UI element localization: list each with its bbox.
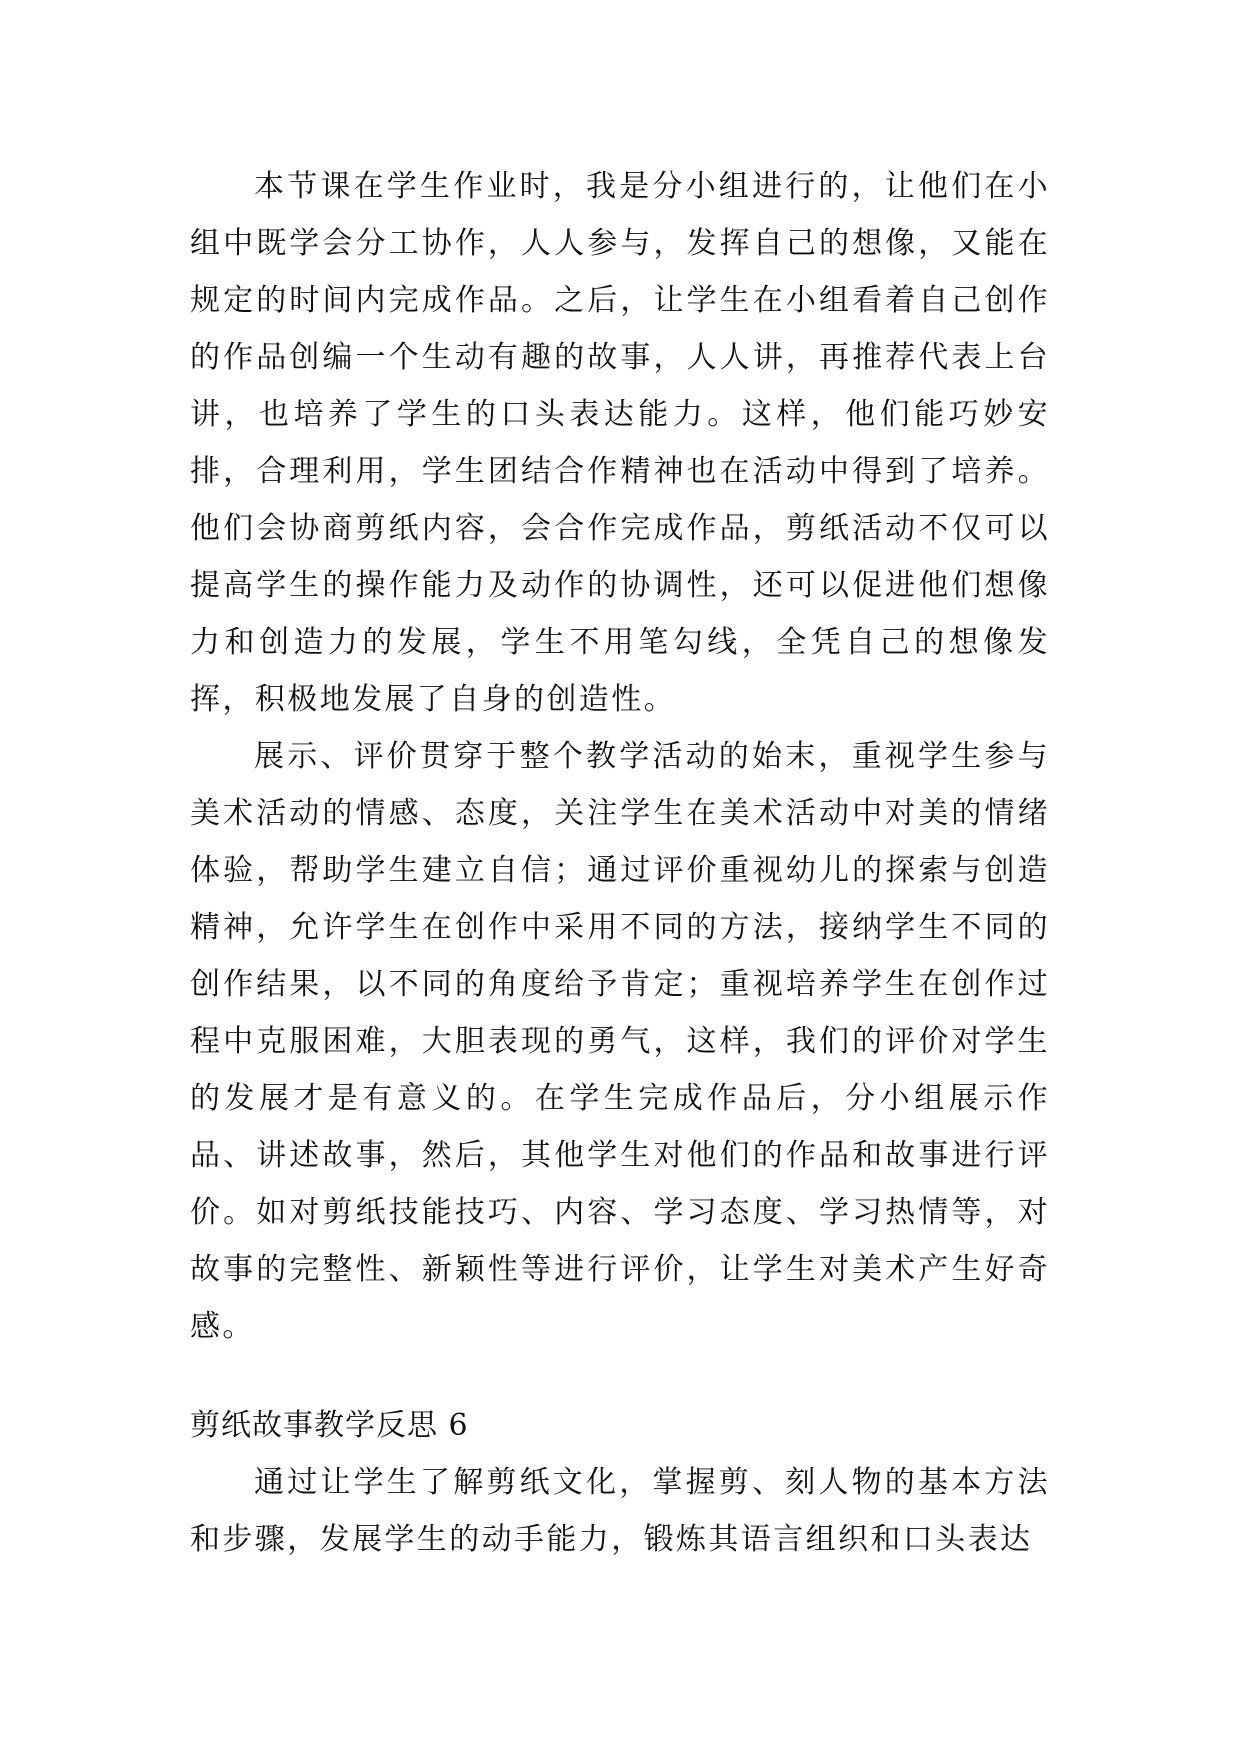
body-paragraph-2: 展示、评价贯穿于整个教学活动的始末，重视学生参与美术活动的情感、态度，关注学生在美术活动中对美的情绪体验，帮助学生建立自信；通过评价重视幼儿的探索与创造精神，允许学生在创作中采用不同的方法，接纳学生不同的创作结果，以不同的角度给予肯定；重视培养学生在创作过程中克服困难，大胆表现的勇气，这样，我们的评价对学生的发展才是有意义的。在学生完成作品后，分小组展示作品、讲述故事，然后，其他学生对他们的作品和故事进行评价。如对剪纸技能技巧、内容、学习态度、学习热情等，对故事的完整性、新颖性等进行评价，让学生对美术产生好奇感。 bbox=[190, 739, 1050, 1344]
section-heading: 剪纸故事教学反思 6 bbox=[190, 1408, 469, 1443]
body-paragraph-1: 本节课在学生作业时，我是分小组进行的，让他们在小组中既学会分工协作，人人参与，发挥自己的想像，又能在规定的时间内完成作品。之后，让学生在小组看着自己创作的作品创编一个生动有趣的故事，人人讲，再推荐代表上台讲，也培养了学生的口头表达能力。这样，他们能巧妙安排，合理利用，学生团结合作精神也在活动中得到了培养。他们会协商剪纸内容，会合作完成作品，剪纸活动不仅可以提高学生的操作能力及动作的协调性，还可以促进他们想像力和创造力的发展，学生不用笔勾线，全凭自己的想像发挥，积极地发展了自身的创造性。 bbox=[190, 169, 1050, 717]
document-body bbox=[190, 158, 1050, 1568]
section-paragraph: 通过让学生了解剪纸文化，掌握剪、刻人物的基本方法和步骤，发展学生的动手能力，锻炼其语言组织和口头表达 bbox=[190, 1465, 1050, 1557]
